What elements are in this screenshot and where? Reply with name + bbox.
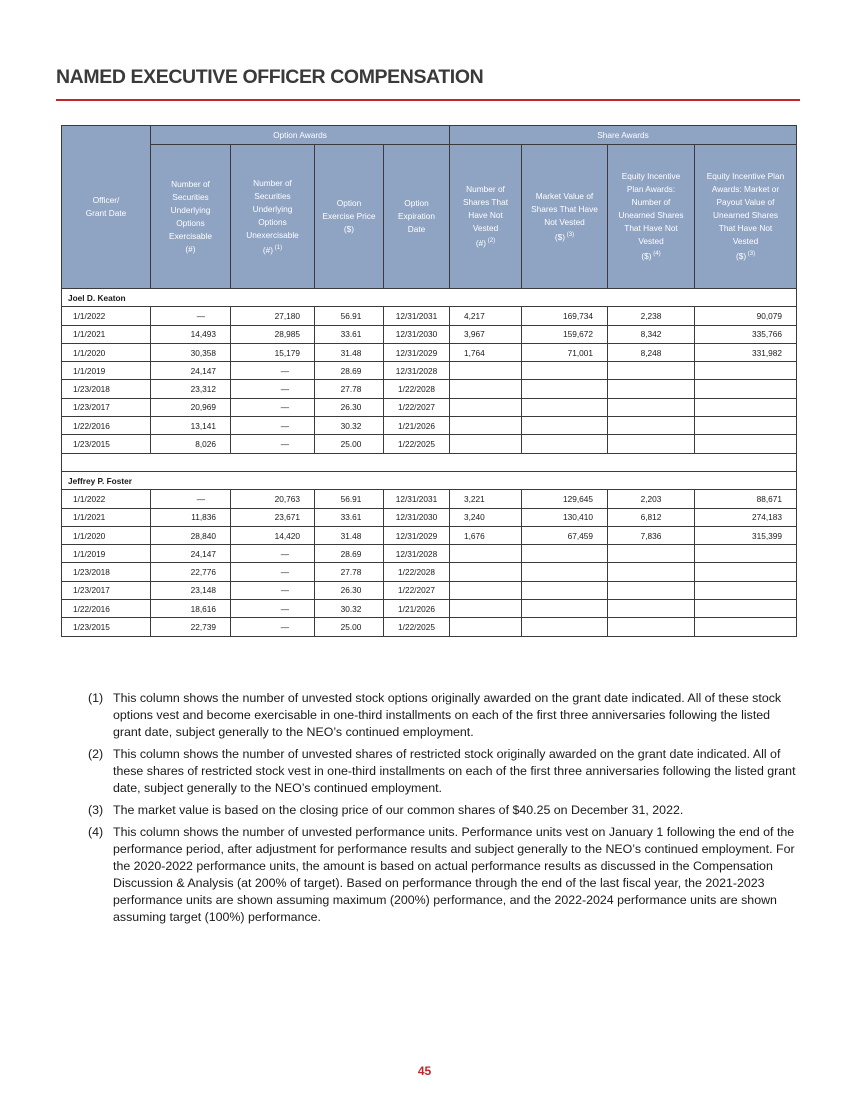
header-expiration: Option Expiration Date — [384, 145, 450, 289]
header-unexercisable: Number of Securities Underlying Options Unexercisable (#) $^{(1)}$ — [231, 145, 315, 289]
table-row — [62, 307, 797, 325]
cell-equity-number — [608, 545, 695, 563]
cell-exercise-price: 28.69 — [315, 362, 384, 380]
cell-exercisable: 8,026 — [151, 435, 231, 453]
cell-expiration: 12/31/2031 — [384, 307, 450, 325]
cell-unexercisable: — — [231, 380, 315, 398]
footnote-number: (3) — [88, 803, 104, 817]
cell-market-value — [522, 581, 608, 599]
cell-market-value — [522, 545, 608, 563]
cell-grant-date: 1/22/2016 — [62, 417, 151, 435]
cell-expiration: 1/22/2025 — [384, 435, 450, 453]
cell-unvested — [450, 417, 522, 435]
cell-equity-number — [608, 380, 695, 398]
footnote-text: This column shows the number of unvested shares of restricted stock originally awarded on the grant date indicated. All of these shares of restricted stock vest in one-third installments on each of the first three anniversaries following the listed grant date, subject generally to the NEO’s continued employment. — [113, 747, 796, 795]
footnote-number: (1) — [88, 691, 104, 705]
cell-market-value: 130,410 — [522, 508, 608, 526]
cell-exercisable: 20,969 — [151, 398, 231, 416]
cell-expiration: 12/31/2028 — [384, 545, 450, 563]
outstanding-awards-table — [61, 125, 797, 637]
cell-equity-value: 90,079 — [695, 307, 797, 325]
cell-unvested — [450, 563, 522, 581]
cell-equity-value — [695, 618, 797, 636]
footnote-number: (4) — [88, 825, 104, 839]
cell-market-value: 169,734 — [522, 307, 608, 325]
cell-expiration: 1/22/2028 — [384, 563, 450, 581]
cell-unvested: 4,217 — [450, 307, 522, 325]
cell-unvested — [450, 398, 522, 416]
cell-exercise-price: 27.78 — [315, 563, 384, 581]
footnote-text: The market value is based on the closing price of our common shares of $40.25 on December 31, 2022. — [113, 803, 684, 817]
table-row — [62, 325, 797, 343]
cell-grant-date: 1/22/2016 — [62, 600, 151, 618]
cell-equity-value — [695, 581, 797, 599]
cell-expiration: 12/31/2030 — [384, 325, 450, 343]
officer-name: Joel D. Keaton — [62, 289, 797, 307]
cell-exercisable: 14,493 — [151, 325, 231, 343]
cell-expiration: 12/31/2029 — [384, 343, 450, 361]
cell-equity-number — [608, 362, 695, 380]
cell-exercise-price: 27.78 — [315, 380, 384, 398]
cell-unvested — [450, 362, 522, 380]
header-market-value: Market Value of Shares That Have Not Vested ($) $^{(3)}$ — [522, 145, 608, 289]
header-exercisable: Number of Securities Underlying Options Exercisable (#) — [151, 145, 231, 289]
table-row — [62, 435, 797, 453]
footnote — [88, 690, 800, 741]
cell-equity-value — [695, 362, 797, 380]
cell-grant-date: 1/23/2018 — [62, 380, 151, 398]
cell-unexercisable: — — [231, 417, 315, 435]
cell-grant-date: 1/1/2020 — [62, 343, 151, 361]
footnote-marker: (2) — [486, 238, 496, 245]
cell-exercisable: 28,840 — [151, 526, 231, 544]
cell-grant-date: 1/1/2020 — [62, 526, 151, 544]
officer-name-row — [62, 471, 797, 489]
table-row — [62, 563, 797, 581]
table-row — [62, 417, 797, 435]
cell-exercise-price: 31.48 — [315, 343, 384, 361]
cell-unexercisable: — — [231, 362, 315, 380]
cell-exercisable: 22,776 — [151, 563, 231, 581]
cell-unexercisable: 28,985 — [231, 325, 315, 343]
group-share-awards: Share Awards — [450, 126, 797, 145]
footnote — [88, 824, 800, 926]
officer-name: Jeffrey P. Foster — [62, 471, 797, 489]
cell-expiration: 12/31/2028 — [384, 362, 450, 380]
cell-exercise-price: 30.32 — [315, 417, 384, 435]
cell-market-value — [522, 380, 608, 398]
table-row — [62, 600, 797, 618]
cell-grant-date: 1/1/2022 — [62, 307, 151, 325]
cell-equity-value: 335,766 — [695, 325, 797, 343]
cell-equity-value: 88,671 — [695, 490, 797, 508]
cell-grant-date: 1/1/2022 — [62, 490, 151, 508]
cell-equity-value — [695, 417, 797, 435]
cell-equity-number: 6,812 — [608, 508, 695, 526]
cell-market-value — [522, 600, 608, 618]
cell-unexercisable: — — [231, 545, 315, 563]
cell-expiration: 1/21/2026 — [384, 600, 450, 618]
spacer-row — [62, 453, 797, 471]
cell-equity-number: 7,836 — [608, 526, 695, 544]
cell-unvested — [450, 380, 522, 398]
page-number: 45 — [417, 1064, 432, 1078]
cell-grant-date: 1/1/2021 — [62, 508, 151, 526]
cell-unvested: 3,967 — [450, 325, 522, 343]
header-equity-number: Equity Incentive Plan Awards: Number of Unearned Shares That Have Not Vested ($) $^{(4)}$ — [608, 145, 695, 289]
cell-grant-date: 1/23/2018 — [62, 563, 151, 581]
header-unvested: Number of Shares That Have Not Vested (#) $^{(2)}$ — [450, 145, 522, 289]
table-row — [62, 398, 797, 416]
cell-unvested: 3,221 — [450, 490, 522, 508]
cell-equity-number — [608, 600, 695, 618]
page-title: NAMED EXECUTIVE OFFICER COMPENSATION — [56, 66, 484, 88]
cell-grant-date: 1/1/2021 — [62, 325, 151, 343]
cell-expiration: 1/22/2025 — [384, 618, 450, 636]
cell-market-value: 129,645 — [522, 490, 608, 508]
cell-equity-number — [608, 618, 695, 636]
cell-exercise-price: 28.69 — [315, 545, 384, 563]
cell-equity-value — [695, 600, 797, 618]
cell-equity-value: 274,183 — [695, 508, 797, 526]
cell-grant-date: 1/23/2015 — [62, 618, 151, 636]
cell-equity-number — [608, 417, 695, 435]
cell-exercisable: 24,147 — [151, 545, 231, 563]
header-equity-value: Equity Incentive Plan Awards: Market or Payout Value of Unearned Shares That Have Not Vested ($) $^{(3)}$ — [695, 145, 797, 289]
cell-exercise-price: 31.48 — [315, 526, 384, 544]
footnote — [88, 746, 800, 797]
footnote-marker: (3) — [746, 251, 756, 258]
cell-equity-value: 331,982 — [695, 343, 797, 361]
cell-exercise-price: 56.91 — [315, 490, 384, 508]
cell-grant-date: 1/23/2015 — [62, 435, 151, 453]
cell-grant-date: 1/23/2017 — [62, 581, 151, 599]
table-row — [62, 581, 797, 599]
cell-equity-number: 8,342 — [608, 325, 695, 343]
cell-expiration: 12/31/2029 — [384, 526, 450, 544]
cell-market-value — [522, 362, 608, 380]
cell-expiration: 1/22/2028 — [384, 380, 450, 398]
cell-equity-value — [695, 545, 797, 563]
cell-unexercisable: 15,179 — [231, 343, 315, 361]
cell-market-value — [522, 398, 608, 416]
header-exercise-price: Option Exercise Price ($) — [315, 145, 384, 289]
cell-equity-value — [695, 563, 797, 581]
cell-grant-date: 1/23/2017 — [62, 398, 151, 416]
table-row — [62, 508, 797, 526]
cell-unexercisable: — — [231, 398, 315, 416]
table-row — [62, 545, 797, 563]
cell-expiration: 1/22/2027 — [384, 581, 450, 599]
table-row — [62, 618, 797, 636]
cell-equity-number — [608, 581, 695, 599]
table-body — [62, 289, 797, 637]
cell-equity-value — [695, 380, 797, 398]
cell-unvested: 1,676 — [450, 526, 522, 544]
cell-market-value — [522, 435, 608, 453]
footnote-text: This column shows the number of unvested stock options originally awarded on the grant date indicated. All of these stock options vest and become exercisable in one-third installments on each of the first three anniversaries following the listed grant date, subject generally to the NEO’s continued employment. — [113, 691, 782, 739]
cell-unexercisable: — — [231, 618, 315, 636]
cell-equity-number — [608, 398, 695, 416]
cell-expiration: 1/21/2026 — [384, 417, 450, 435]
cell-unvested: 3,240 — [450, 508, 522, 526]
cell-exercisable: 11,836 — [151, 508, 231, 526]
cell-exercisable: — — [151, 490, 231, 508]
footnote — [88, 802, 800, 819]
cell-unvested — [450, 435, 522, 453]
cell-grant-date: 1/1/2019 — [62, 545, 151, 563]
cell-exercise-price: 33.61 — [315, 325, 384, 343]
cell-unexercisable: 14,420 — [231, 526, 315, 544]
cell-equity-number — [608, 563, 695, 581]
footnotes — [88, 690, 800, 931]
cell-unvested — [450, 545, 522, 563]
cell-market-value — [522, 563, 608, 581]
cell-exercisable: 23,148 — [151, 581, 231, 599]
footnote-number: (2) — [88, 747, 104, 761]
cell-unvested — [450, 581, 522, 599]
footnote-text: This column shows the number of unvested performance units. Performance units vest on January 1 following the end of the performance period, after adjustment for performance results and subject generally to the NEO’s continued employment. For the 2020-2022 performance units, the amount is based on actual performance results as discussed in the Compensation Discussion & Analysis (at 200% of target). Based on performance through the end of the last fiscal year, the 2021-2023 performance units are shown assuming maximum (200%) performance, and the 2022-2024 performance units are shown assuming target (100%) performance. — [113, 825, 795, 924]
cell-unexercisable: 23,671 — [231, 508, 315, 526]
cell-equity-value — [695, 435, 797, 453]
cell-unvested — [450, 600, 522, 618]
cell-unexercisable: — — [231, 435, 315, 453]
cell-exercise-price: 56.91 — [315, 307, 384, 325]
cell-equity-number: 8,248 — [608, 343, 695, 361]
cell-exercisable: 23,312 — [151, 380, 231, 398]
table-row — [62, 490, 797, 508]
title-divider — [56, 99, 800, 101]
cell-exercise-price: 26.30 — [315, 398, 384, 416]
cell-exercisable: 24,147 — [151, 362, 231, 380]
cell-market-value — [522, 618, 608, 636]
cell-market-value: 71,001 — [522, 343, 608, 361]
cell-equity-value: 315,399 — [695, 526, 797, 544]
cell-unexercisable: 27,180 — [231, 307, 315, 325]
cell-exercisable: 18,616 — [151, 600, 231, 618]
cell-expiration: 12/31/2031 — [384, 490, 450, 508]
table-row — [62, 526, 797, 544]
cell-exercise-price: 25.00 — [315, 618, 384, 636]
cell-unvested: 1,764 — [450, 343, 522, 361]
cell-exercise-price: 26.30 — [315, 581, 384, 599]
group-option-awards: Option Awards — [151, 126, 450, 145]
table-row — [62, 362, 797, 380]
cell-grant-date: 1/1/2019 — [62, 362, 151, 380]
cell-equity-number: 2,203 — [608, 490, 695, 508]
cell-unexercisable: — — [231, 581, 315, 599]
cell-unexercisable: — — [231, 600, 315, 618]
cell-unexercisable: — — [231, 563, 315, 581]
footnote-marker: (1) — [273, 244, 283, 251]
footnote-marker: (4) — [651, 251, 661, 258]
cell-unexercisable: 20,763 — [231, 490, 315, 508]
cell-expiration: 12/31/2030 — [384, 508, 450, 526]
cell-equity-value — [695, 398, 797, 416]
table-row — [62, 380, 797, 398]
table-row — [62, 343, 797, 361]
cell-equity-number — [608, 435, 695, 453]
cell-exercisable: 13,141 — [151, 417, 231, 435]
cell-exercise-price: 30.32 — [315, 600, 384, 618]
header-officer: Officer/ Grant Date — [62, 126, 151, 289]
cell-market-value: 67,459 — [522, 526, 608, 544]
cell-exercisable: 22,739 — [151, 618, 231, 636]
cell-market-value: 159,672 — [522, 325, 608, 343]
cell-expiration: 1/22/2027 — [384, 398, 450, 416]
cell-unvested — [450, 618, 522, 636]
footnote-marker: (3) — [565, 231, 575, 238]
cell-exercise-price: 33.61 — [315, 508, 384, 526]
cell-exercisable: 30,358 — [151, 343, 231, 361]
officer-name-row — [62, 289, 797, 307]
cell-market-value — [522, 417, 608, 435]
cell-exercise-price: 25.00 — [315, 435, 384, 453]
cell-exercisable: — — [151, 307, 231, 325]
cell-equity-number: 2,238 — [608, 307, 695, 325]
